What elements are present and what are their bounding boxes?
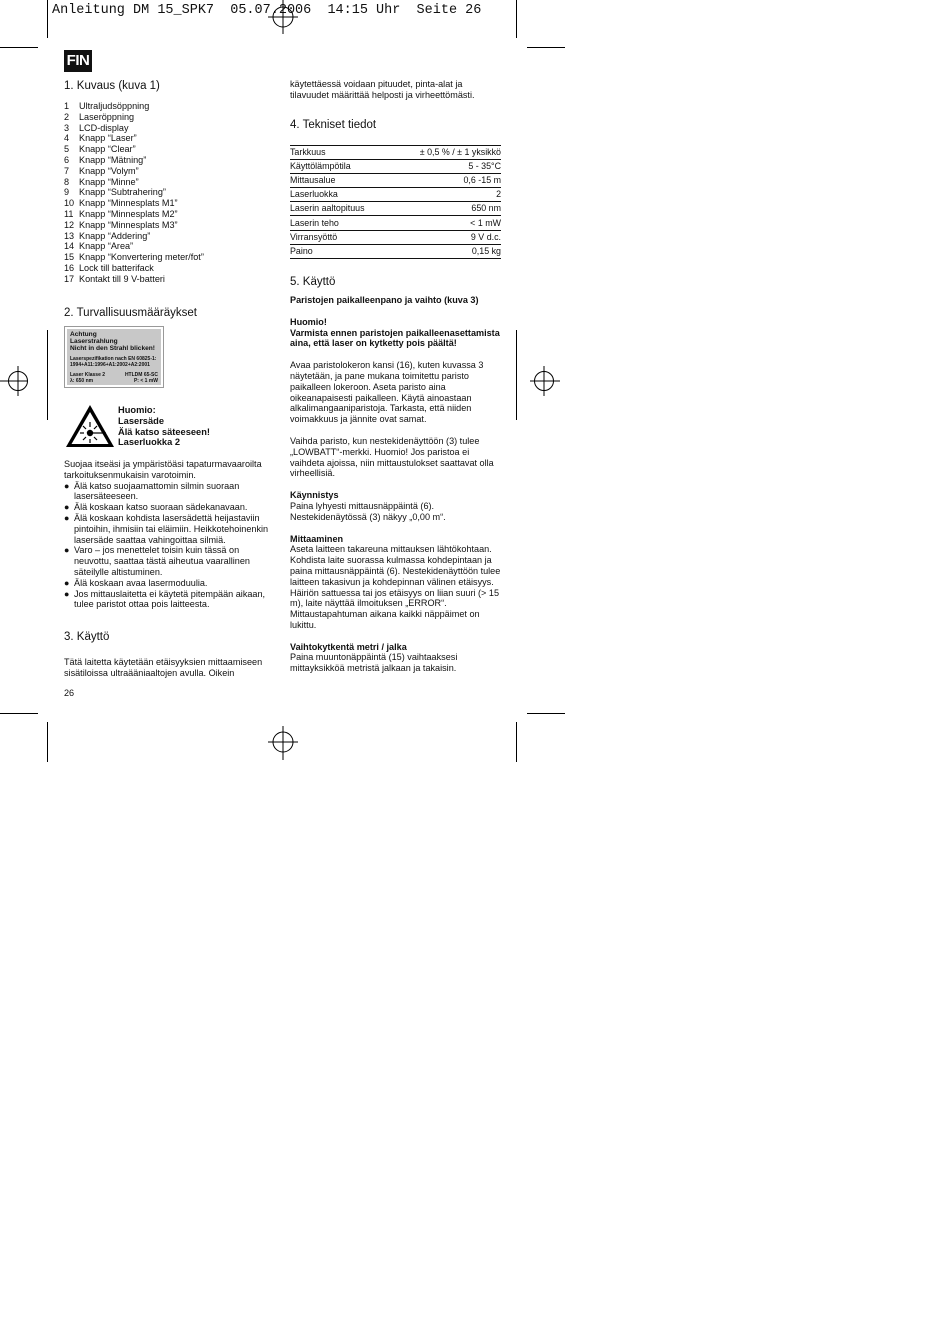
page-number: 26: [64, 688, 75, 698]
list-item-text: Ultraljudsöppning: [79, 101, 150, 111]
list-item-number: 6: [64, 154, 70, 165]
warning-line1: Huomio:: [118, 405, 156, 415]
spec-row: [290, 188, 501, 202]
list-item-text: Kontakt till 9 V-batteri: [79, 273, 165, 284]
spec-label: Virransyöttö: [290, 230, 391, 244]
bullet-icon: ●: [64, 577, 70, 588]
spec-label: Laserluokka: [290, 188, 391, 202]
section3-text: Tätä laitetta käytetään etäisyyksien mittaamiseen sisätiloissa ultraääniaaltojen avulla. Oikein: [64, 657, 263, 678]
list-item-text: Knapp “Subtrahering”: [79, 187, 166, 198]
safety-bullet: [64, 513, 269, 545]
list-item-number: 5: [64, 144, 70, 155]
label-line4: Laserspezifikation nach EN 60825-1:: [70, 355, 157, 362]
battery-subtitle: Paristojen paikalleenpano ja vaihto (kuva 3): [290, 294, 479, 305]
measure-text: Aseta laitteen takareuna mittauksen lähtökohtaan. Kohdista laite suorassa kulmassa kohdepintaan ja paina mittausnäppäintä (6). Nestekidenäyttöön tulee laitteen takasivun ja kohdepinnan välinen etäisyys. Häiriön sattuessa tai jos etäisyys on liian suuri (> 15 m), laite näyttää ilmoituksen „ERROR“. Mittaustapahtuman aikana kaikki näppäimet on lukittu.: [290, 544, 501, 630]
list-item-text: LCD-display: [79, 122, 129, 133]
laser-hazard-icon: [64, 403, 116, 449]
label-wavelength: λ: 650 nm: [70, 377, 94, 384]
measure-title: Mittaaminen: [290, 533, 344, 544]
list-item: [64, 220, 269, 231]
safety-bullet: [64, 589, 269, 611]
safety-bullets: [64, 481, 269, 611]
list-item: [64, 112, 269, 123]
list-item-text: Knapp “Area”: [79, 241, 134, 252]
spec-table: [290, 145, 501, 259]
warning-line3: Älä katso säteeseen!: [118, 426, 210, 437]
spec-row: [290, 230, 501, 244]
list-item: [64, 155, 269, 166]
list-item: [64, 231, 269, 242]
list-item: [64, 133, 269, 144]
laser-warning-text: [118, 405, 268, 448]
spec-row: [290, 145, 501, 159]
list-item-number: 16: [64, 262, 75, 273]
label-line1: Achtung: [70, 331, 97, 338]
list-item-number: 9: [64, 187, 70, 198]
left-column: [64, 79, 269, 285]
list-item-number: 4: [64, 133, 70, 144]
list-item-text: Knapp “Minne”: [79, 176, 139, 187]
unit-switch-text: Paina muuntonäppäintä (15) vaihtaaksesi mittayksikköä metristä jalkaan ja takaisin.: [290, 652, 458, 674]
spec-label: Laserin teho: [290, 216, 391, 230]
list-item-number: 14: [64, 241, 75, 252]
section2: [64, 306, 269, 320]
label-line5: 1994+A11:1996+A1:2002+A2:2001: [70, 361, 150, 368]
list-item-text: Knapp “Konvertering meter/fot”: [79, 252, 204, 263]
section3: [64, 630, 269, 679]
list-item: [64, 198, 269, 209]
safety-bullet-text: Älä koskaan katso suoraan sädekanavaan.: [74, 502, 248, 513]
section2-title: 2. Turvallisuusmääräykset: [64, 307, 197, 319]
list-item: [64, 101, 269, 112]
spec-label: Laserin aaltopituus: [290, 202, 391, 216]
spec-value: 0,15 kg: [391, 244, 501, 258]
safety-bullet-text: Älä koskaan avaa lasermoduulia.: [74, 577, 208, 588]
list-item: [64, 166, 269, 177]
list-item-number: 1: [64, 101, 70, 111]
right-intro: käytettäessä voidaan pituudet, pinta-alat ja tilavuudet määrittää helposti ja virheettömästi.: [290, 79, 475, 100]
list-item-number: 8: [64, 176, 70, 187]
list-item-text: Knapp “Minnesplats M2”: [79, 208, 178, 219]
list-item: [64, 252, 269, 263]
side-crop-left: [47, 330, 48, 420]
safety-bullet-text: Varo – jos menettelet toisin kuin tässä on neuvottu, saattaa tästä aiheutua vaarallinen säteilylle altistuminen.: [74, 545, 250, 577]
list-item-text: Knapp “Addering”: [79, 230, 151, 241]
label-line2: Laserstrahlung: [70, 338, 118, 346]
list-item: [64, 241, 269, 252]
list-item-number: 13: [64, 230, 75, 241]
lowbatt-paragraph: Vaihda paristo, kun nestekidenäyttöön (3) tulee „LOWBATT“-merkki. Huomio! Jos paristoa ei vaihdeta ajoissa, niin mittaustulokset saattavat olla virheellisiä.: [290, 435, 494, 479]
spec-label: Mittausalue: [290, 173, 391, 187]
spec-row: [290, 216, 501, 230]
bullet-icon: ●: [64, 588, 70, 599]
start-text: Paina lyhyesti mittausnäppäintä (6). Nestekidenäytössä (3) näkyy „0,00 m“.: [290, 500, 446, 522]
spec-value: 0,6 -15 m: [391, 173, 501, 187]
list-item-number: 3: [64, 122, 70, 133]
safety-bullet-text: Älä katso suojaamattomin silmin suoraan lasersäteeseen.: [74, 480, 240, 502]
list-item-number: 17: [64, 273, 75, 284]
safety-intro: Suojaa itseäsi ja ympäristöäsi tapaturmavaaroilta tarkoituksenmukaisin varotoimin.: [64, 459, 262, 480]
registration-mark-right: [530, 366, 560, 396]
note-text: Varmista ennen paristojen paikalleenasettamista aina, että laser on kytketty pois päältä!: [290, 327, 500, 349]
safety-bullet-text: Jos mittauslaitetta ei käytetä pitempään aikaan, tulee paristot ottaa pois laitteesta.: [74, 588, 266, 610]
list-item: [64, 123, 269, 134]
list-item-text: Laseröppning: [79, 111, 135, 122]
bullet-icon: ●: [64, 480, 70, 491]
spec-value: < 1 mW: [391, 216, 501, 230]
spec-label: Tarkkuus: [290, 145, 391, 159]
list-item-number: 10: [64, 198, 75, 209]
registration-mark-top: [268, 0, 298, 34]
section1-title: 1. Kuvaus (kuva 1): [64, 80, 160, 92]
list-item-text: Knapp “Laser”: [79, 133, 137, 144]
registration-mark-bottom: [268, 726, 298, 760]
spec-value: 9 V d.c.: [391, 230, 501, 244]
warning-line2: Lasersäde: [118, 415, 164, 426]
spec-label: Paino: [290, 244, 391, 258]
label-line3: Nicht in den Strahl blicken!: [70, 345, 155, 353]
section3-title: 3. Käyttö: [64, 631, 110, 643]
safety-bullet: [64, 502, 269, 513]
list-item-number: 7: [64, 165, 70, 176]
spec-row: [290, 202, 501, 216]
unit-switch-title: Vaihtokytkentä metri / jalka: [290, 641, 407, 652]
safety-text: [64, 459, 269, 610]
list-item-text: Knapp “Minnesplats M1”: [79, 198, 178, 209]
list-item-text: Knapp “Clear”: [79, 144, 136, 155]
list-item-text: Knapp “Minnesplats M3”: [79, 219, 178, 230]
label-class: Laser Klasse 2: [70, 371, 106, 378]
spec-value: 650 nm: [391, 202, 501, 216]
list-item: [64, 274, 269, 285]
spec-value: 5 - 35°C: [391, 159, 501, 173]
safety-bullet-text: Älä koskaan kohdista lasersädettä heijastaviin pintoihin, ihmisiin tai eläimiin. Heikkotehoinenkin lasersäde saattaa vahingoittaa silmiä.: [74, 512, 269, 545]
label-model: HTLDM 65-SC: [124, 371, 158, 378]
list-item-number: 12: [64, 219, 75, 230]
battery-paragraph: Avaa paristolokeron kansi (16), kuten kuvassa 3 näytetään, ja pane mukana toimitettu paristo paikalleen lokeroon. Aseta paristo aina oikeanapaisesti paikalleen. Käytä ainoastaan alkalimangaaniparistoja. Tarkasta, että niiden voimakkuus ja jännite ovat samat.: [290, 360, 484, 425]
spec-row: [290, 173, 501, 187]
list-item: [64, 177, 269, 188]
list-item-text: Lock till batterifack: [79, 262, 154, 273]
right-column: [290, 79, 502, 674]
note-title: Huomio!: [290, 316, 327, 327]
list-item-text: Knapp “Volym”: [79, 165, 139, 176]
print-header: Anleitung DM 15_SPK7 05.07.2006 14:15 Uhr Seite 26: [52, 3, 482, 18]
side-crop-right: [516, 330, 517, 420]
warning-line4: Laserluokka 2: [118, 437, 181, 448]
list-item-text: Knapp “Mätning”: [79, 154, 147, 165]
safety-bullet: [64, 545, 269, 577]
section4-title: 4. Tekniset tiedot: [290, 118, 377, 131]
bullet-icon: ●: [64, 512, 70, 523]
laser-warning-label: [64, 326, 164, 388]
list-item-number: 11: [64, 208, 74, 219]
label-power: P: < 1 mW: [133, 377, 158, 384]
list-item: [64, 209, 269, 220]
spec-value: 2: [391, 188, 501, 202]
spec-row: [290, 244, 501, 258]
registration-mark-left: [0, 366, 28, 396]
list-item-number: 2: [64, 111, 70, 122]
spec-row: [290, 159, 501, 173]
language-badge: FIN: [64, 50, 92, 72]
bullet-icon: ●: [64, 545, 70, 556]
parts-list: [64, 101, 269, 285]
list-item: [64, 187, 269, 198]
list-item: [64, 263, 269, 274]
section5-title: 5. Käyttö: [290, 275, 336, 288]
spec-label: Käyttölämpötila: [290, 159, 391, 173]
spec-value: ± 0,5 % / ± 1 yksikkö: [391, 145, 501, 159]
safety-bullet: [64, 578, 269, 589]
bullet-icon: ●: [64, 502, 70, 513]
safety-bullet: [64, 481, 269, 503]
start-title: Käynnistys: [290, 490, 339, 501]
list-item: [64, 144, 269, 155]
list-item-number: 15: [64, 252, 75, 263]
